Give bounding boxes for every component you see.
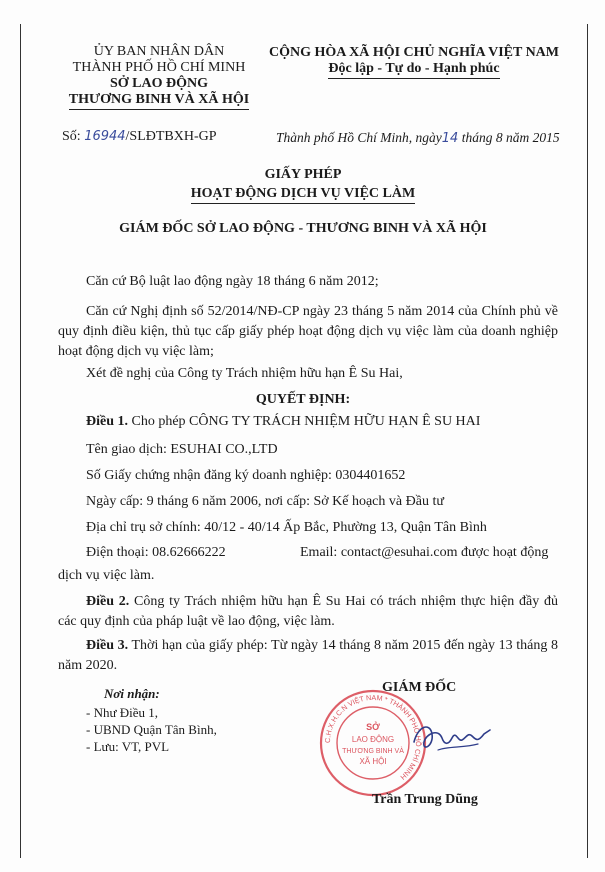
head-office-address: Địa chỉ trụ sở chính: 40/12 - 40/14 Ấp Bắc, Phường 13, Quận Tân Bình — [86, 520, 487, 535]
recipient-item: - Lưu: VT, PVL — [86, 739, 170, 754]
phone-number: Điện thoại: 08.62666222 — [86, 545, 226, 560]
number-suffix: /SLĐTBXH-GP — [125, 129, 217, 144]
number-handwritten: 16944 — [84, 129, 126, 144]
issued-info: Ngày cấp: 9 tháng 6 năm 2006, nơi cấp: Sở Kế hoạch và Đầu tư — [86, 494, 444, 509]
decision-heading: QUYẾT ĐỊNH: — [255, 392, 351, 407]
stamp-center-3: THƯƠNG BINH VÀ — [342, 748, 404, 755]
article-3 — [58, 636, 558, 676]
issue-date — [276, 130, 560, 146]
national-motto — [254, 45, 574, 79]
recipient-item: - UBND Quận Tân Bình, — [86, 722, 217, 737]
motto: Độc lập - Tự do - Hạnh phúc — [328, 61, 499, 79]
stamp-center-2: LAO ĐỘNG — [351, 735, 395, 744]
article-2-label: Điều 2. — [86, 594, 130, 609]
article-2 — [58, 592, 558, 632]
phone-continuation: dịch vụ việc làm. — [58, 568, 155, 583]
handwritten-signature — [408, 712, 494, 762]
date-rest: tháng 8 năm 2015 — [461, 130, 560, 145]
article-3-text: Thời hạn của giấy phép: Từ ngày 14 tháng 8 năm 2015 đến ngày 13 tháng 8 năm 2020. — [58, 638, 558, 673]
authority-line-2: THÀNH PHỐ HỒ CHÍ MINH — [72, 60, 246, 75]
article-1 — [86, 414, 480, 430]
recipients-list — [86, 704, 217, 755]
number-prefix: Số: — [62, 129, 81, 144]
document-number — [62, 129, 217, 145]
trade-name: Tên giao dịch: ESUHAI CO.,LTD — [86, 442, 278, 457]
article-3-label: Điều 3. — [86, 638, 129, 653]
signer-name: Trần Trung Dũng — [372, 792, 478, 807]
date-prefix: Thành phố Hồ Chí Minh, ngày — [276, 130, 442, 145]
issuing-authority — [44, 44, 274, 110]
title-line-2 — [20, 186, 586, 204]
stamp-center-4: XÃ HỘI — [359, 757, 387, 766]
stamp-ring-text: C.H.X.H.C.N VIỆT NAM * THÀNH PHỐ HỒ CHÍ MINH — [322, 692, 424, 782]
basis-3: Xét đề nghị của Công ty Trách nhiệm hữu hạn Ê Su Hai, — [86, 366, 403, 381]
title-line-2-text: HOẠT ĐỘNG DỊCH VỤ VIỆC LÀM — [191, 186, 415, 204]
authority-line-3: SỞ LAO ĐỘNG — [109, 76, 208, 91]
date-day-handwritten: 14 — [441, 131, 459, 146]
signer-role: GIÁM ĐỐC — [382, 680, 457, 695]
title-line-1: GIẤY PHÉP — [264, 167, 342, 182]
article-2-text: Công ty Trách nhiệm hữu hạn Ê Su Hai có trách nhiệm thực hiện đầy đủ các quy định của pháp luật về lao động, việc làm. — [58, 594, 559, 629]
registration-certificate: Số Giấy chứng nhận đăng ký doanh nghiệp: 0304401652 — [86, 468, 406, 483]
country-name: CỘNG HÒA XÃ HỘI CHỦ NGHĨA VIỆT NAM — [268, 45, 559, 60]
basis-1: Căn cứ Bộ luật lao động ngày 18 tháng 6 năm 2012; — [86, 274, 379, 289]
article-1-label: Điều 1. — [86, 414, 128, 429]
recipients-title: Nơi nhận: — [104, 686, 160, 701]
basis-2: Căn cứ Nghị định số 52/2014/NĐ-CP ngày 23 tháng 5 năm 2014 của Chính phủ về quy định điều kiện, thủ tục cấp giấy phép hoạt động dịch vụ việc làm của doanh nghiệp hoạt động dịch vụ việc làm; — [58, 304, 558, 359]
authority-line-1: ỦY BAN NHÂN DÂN — [93, 44, 225, 59]
recipient-item: - Như Điều 1, — [86, 705, 159, 720]
email-line: Email: contact@esuhai.com được hoạt động — [300, 545, 549, 560]
article-1-text: Cho phép CÔNG TY TRÁCH NHIỆM HỮU HẠN Ê SU HAI — [128, 414, 481, 429]
title-line-3: GIÁM ĐỐC SỞ LAO ĐỘNG - THƯƠNG BINH VÀ XÃ HỘI — [119, 221, 487, 236]
stamp-center-1: SỞ — [366, 722, 380, 732]
authority-line-4: THƯƠNG BINH VÀ XÃ HỘI — [69, 92, 249, 110]
